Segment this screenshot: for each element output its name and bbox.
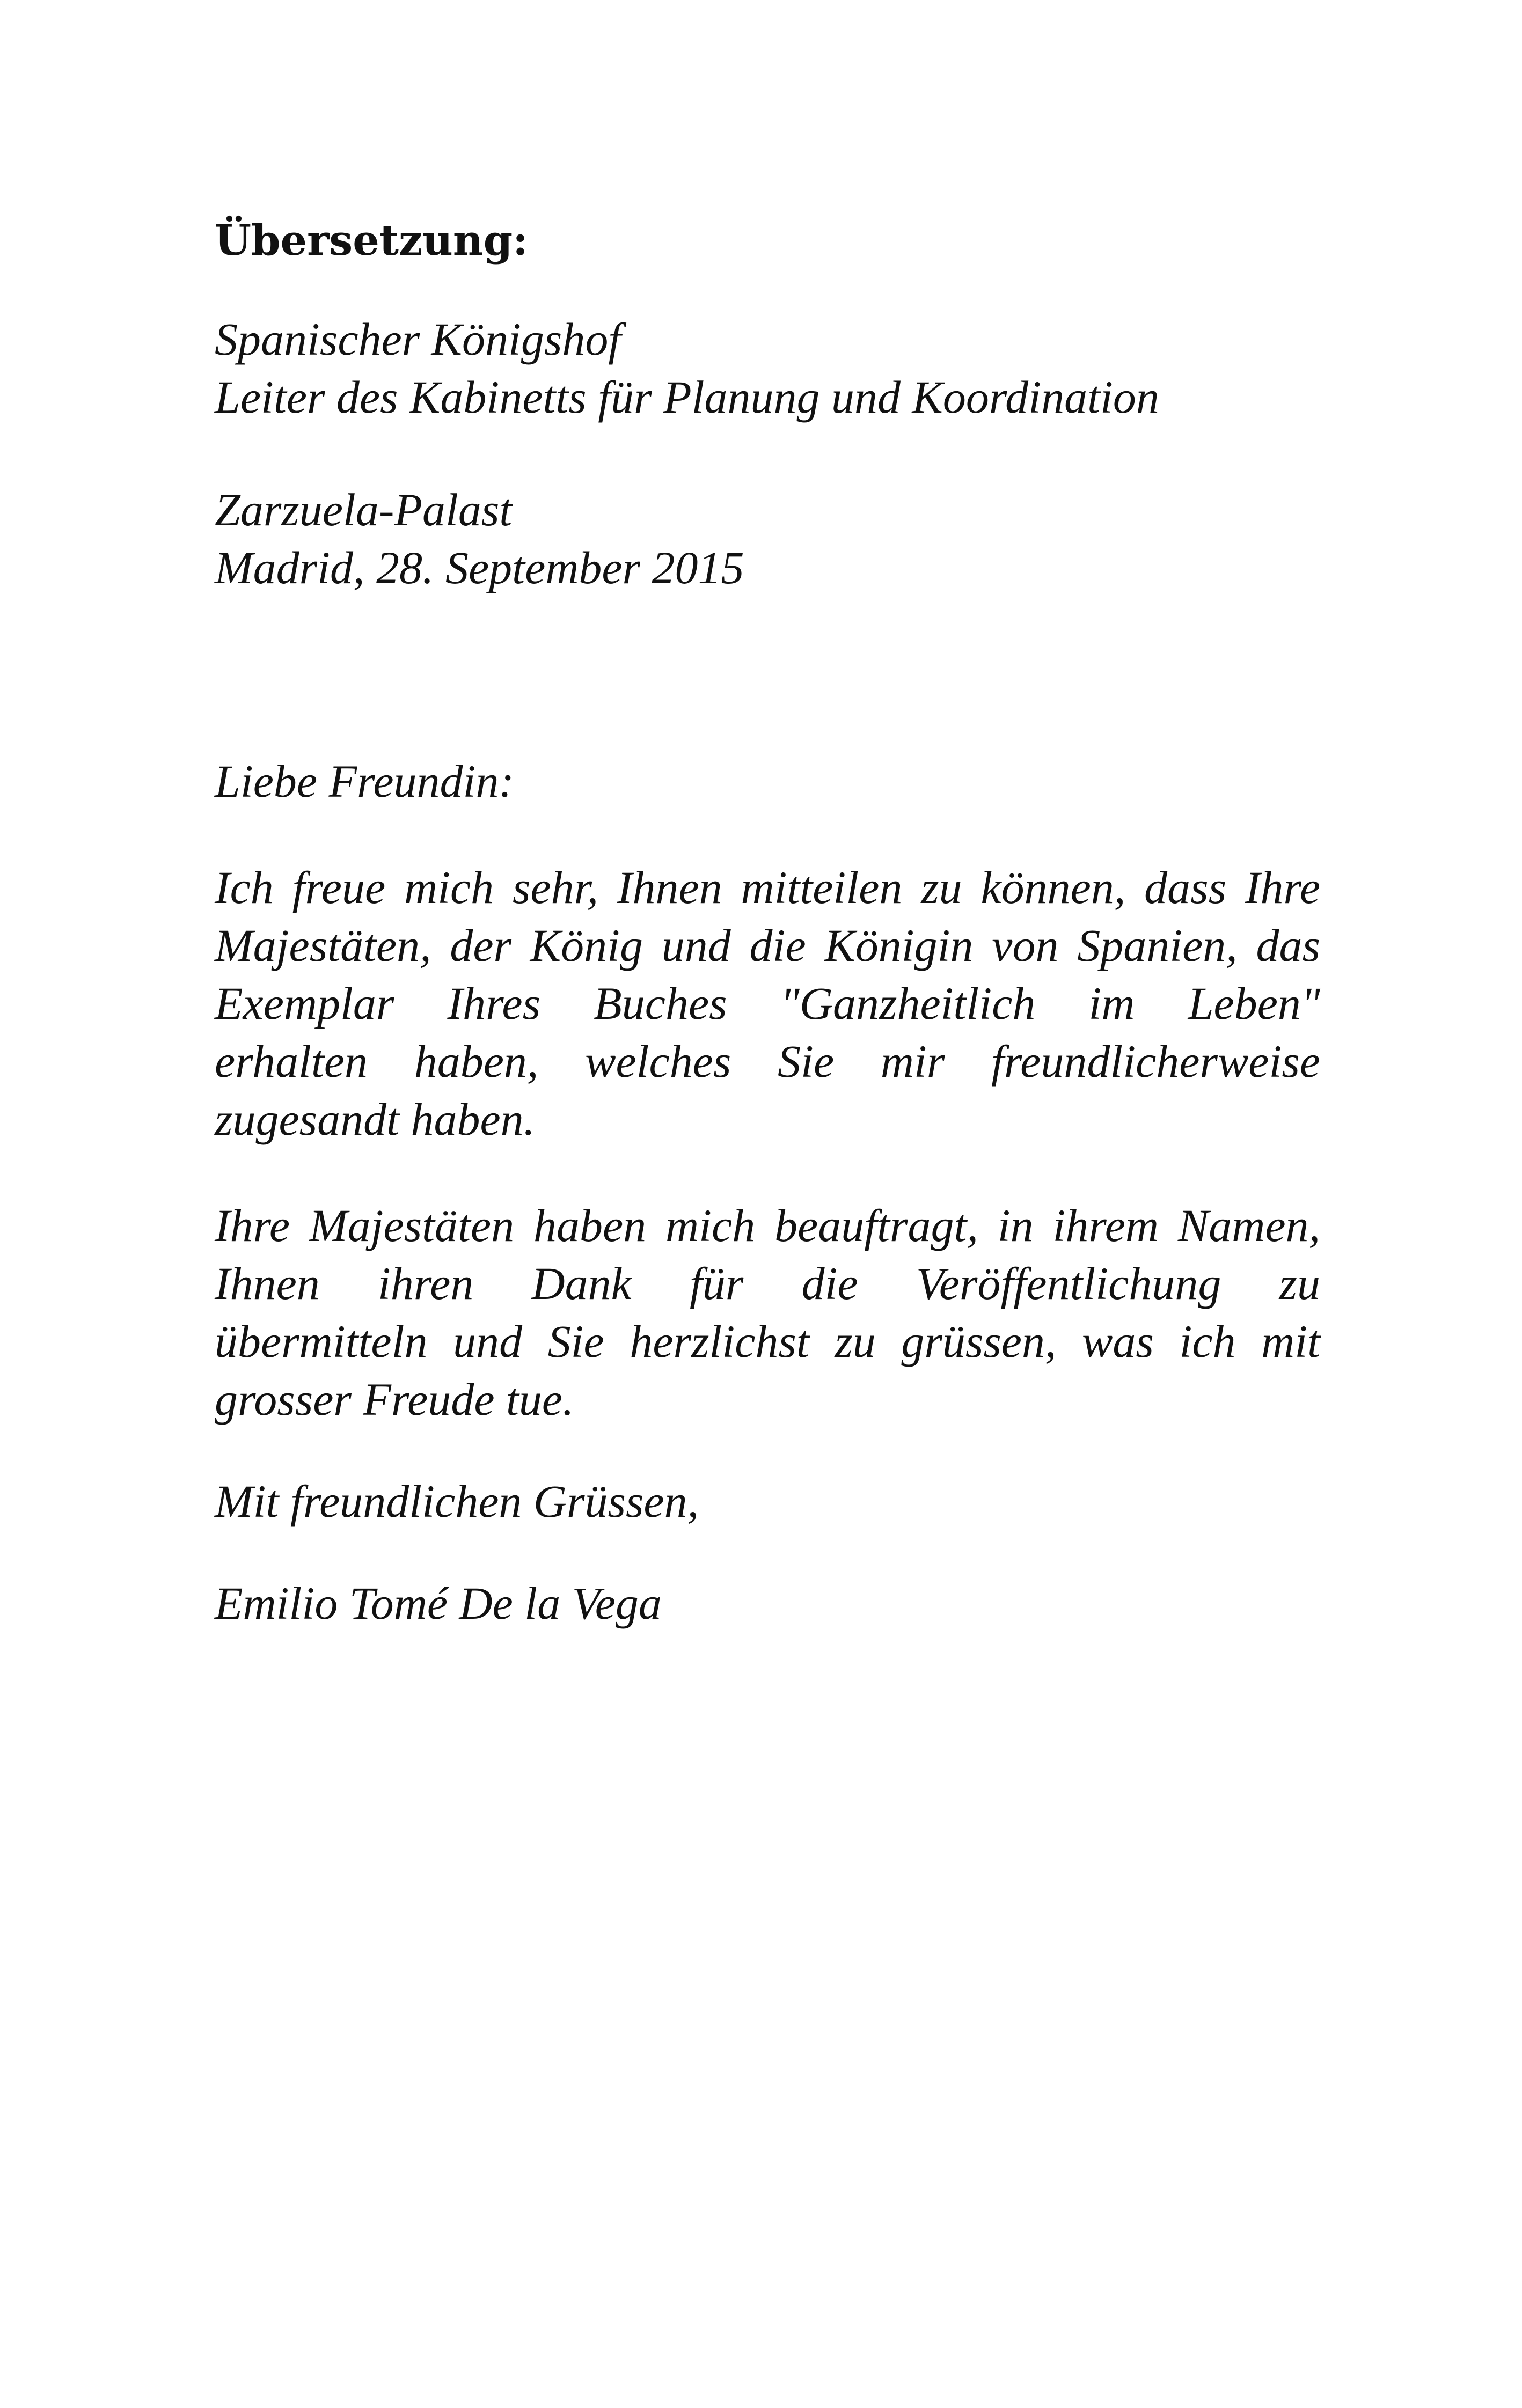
sender-block (215, 310, 1320, 426)
sender-title: Leiter des Kabinetts für Planung und Koordination (215, 371, 1159, 423)
paragraph-line: Ihnen ihren Dank für die Veröffentlichung zu (215, 1258, 1320, 1309)
salutation: Liebe Freundin: (215, 755, 515, 807)
translation-heading: Übersetzung: (215, 216, 528, 265)
paragraph-line: übermitteln und Sie herzlichst zu grüssen, was ich mit (215, 1316, 1320, 1367)
paragraph-line: Ich freue mich sehr, Ihnen mitteilen zu können, dass Ihre (215, 862, 1320, 913)
closing-block (215, 1472, 1320, 1530)
paragraph-2 (215, 1196, 1320, 1428)
letter-date: Madrid, 28. September 2015 (215, 542, 744, 593)
paragraph-1 (215, 858, 1320, 1148)
place-date-block (215, 481, 1320, 597)
closing-phrase: Mit freundlichen Grüssen, (215, 1475, 699, 1527)
paragraph-line: grosser Freude tue. (215, 1374, 574, 1425)
paragraph-line: Exemplar Ihres Buches "Ganzheitlich im Leben" (215, 978, 1320, 1029)
salutation-block (215, 752, 1320, 810)
paragraph-line: zugesandt haben. (215, 1093, 536, 1145)
signature-block (215, 1574, 1320, 1632)
place-name: Zarzuela-Palast (215, 484, 513, 535)
letter-content (215, 212, 1320, 1632)
paragraph-line: Ihre Majestäten haben mich beauftragt, in ihrem Namen, (215, 1200, 1320, 1251)
paragraph-line: Majestäten, der König und die Königin von Spanien, das (215, 920, 1320, 971)
sender-institution: Spanischer Königshof (215, 313, 621, 365)
paragraph-line: erhalten haben, welches Sie mir freundlicherweise (215, 1036, 1320, 1087)
signature-name: Emilio Tomé De la Vega (215, 1577, 662, 1629)
